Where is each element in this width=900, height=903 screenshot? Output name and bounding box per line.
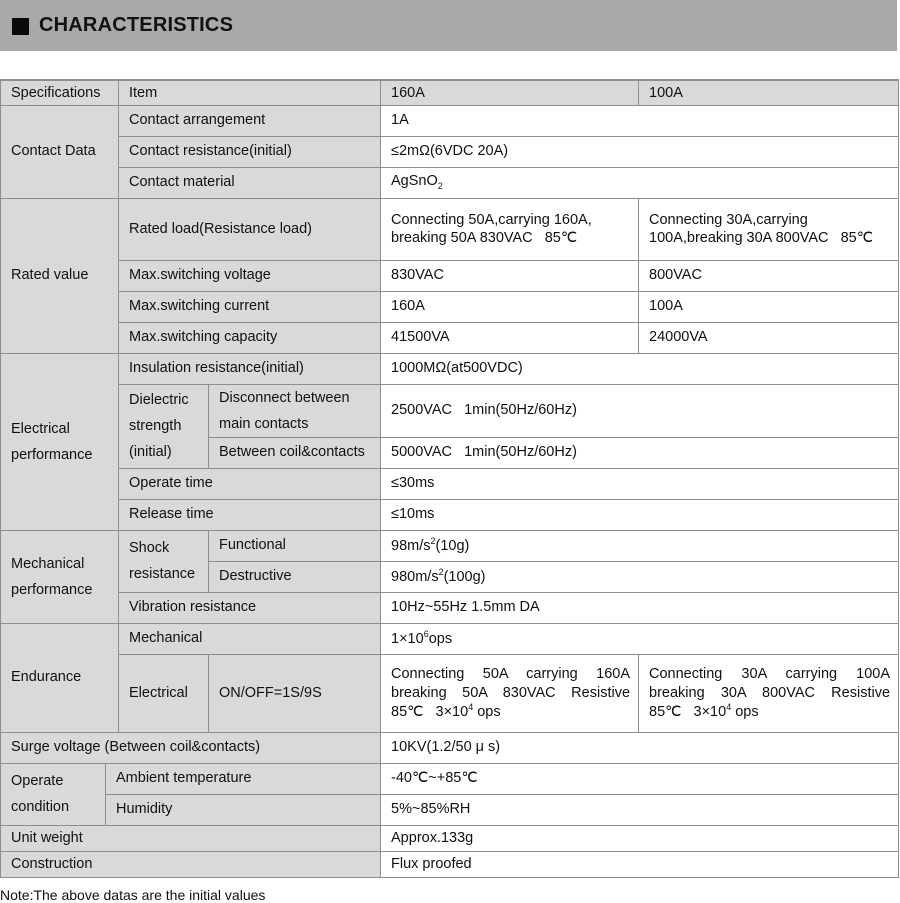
label-release-time: Release time	[119, 499, 381, 530]
value-contact-arrangement: 1A	[381, 105, 899, 136]
col-header-specifications: Specifications	[1, 80, 119, 105]
label-max-current: Max.switching current	[119, 291, 381, 322]
table-row	[1, 732, 899, 763]
label-max-voltage: Max.switching voltage	[119, 260, 381, 291]
characteristics-table	[0, 79, 899, 878]
label-rated-load: Rated load(Resistance load)	[119, 198, 381, 260]
value-operate-time: ≤30ms	[381, 468, 899, 499]
label-contact-material: Contact material	[119, 167, 381, 198]
section-header	[0, 0, 897, 51]
label-insulation-resistance: Insulation resistance(initial)	[119, 353, 381, 384]
value-endurance-electrical-100a: Connecting 30A carrying 100A breaking 30A 800VAC Resistive 85℃ $3\times 10^4$ ops	[639, 654, 899, 732]
value-max-capacity-160a: 41500VA	[381, 322, 639, 353]
label-humidity: Humidity	[106, 794, 381, 825]
label-main-contacts: Disconnect between main contacts	[209, 384, 381, 437]
value-endurance-mechanical: $1\times 10^6ops$	[381, 623, 899, 654]
section-title: CHARACTERISTICS	[39, 14, 234, 36]
value-main-contacts: 2500VAC 1min(50Hz/60Hz)	[381, 384, 899, 437]
footnote: Note:The above datas are the initial values	[0, 887, 266, 903]
table-row	[1, 291, 899, 322]
table-row	[1, 322, 899, 353]
table-row	[1, 825, 899, 851]
table-row	[1, 592, 899, 623]
table-row	[1, 623, 899, 654]
group-rated-value: Rated value	[1, 198, 119, 353]
value-insulation-resistance: 1000MΩ(at500VDC)	[381, 353, 899, 384]
col-header-160a: 160A	[381, 80, 639, 105]
col-header-100a: 100A	[639, 80, 899, 105]
value-release-time: ≤10ms	[381, 499, 899, 530]
value-max-current-160a: 160A	[381, 291, 639, 322]
group-contact-data: Contact Data	[1, 105, 119, 198]
table-row	[1, 167, 899, 198]
label-endurance-electrical: Electrical	[119, 654, 209, 732]
value-max-voltage-100a: 800VAC	[639, 260, 899, 291]
value-humidity: 5%~85%RH	[381, 794, 899, 825]
table-row	[1, 198, 899, 260]
col-header-item: Item	[119, 80, 381, 105]
group-endurance: Endurance	[1, 623, 119, 732]
value-max-voltage-160a: 830VAC	[381, 260, 639, 291]
value-coil-contacts: 5000VAC 1min(50Hz/60Hz)	[381, 437, 899, 468]
table-row	[1, 763, 899, 794]
table-row	[1, 530, 899, 561]
value-rated-load-100a: Connecting 30A,carrying 100A,breaking 30A 800VAC 85℃	[639, 198, 899, 260]
label-dielectric-strength: Dielectric strength (initial)	[119, 384, 209, 468]
label-destructive: Destructive	[209, 561, 381, 592]
label-contact-resistance: Contact resistance(initial)	[119, 136, 381, 167]
label-construction: Construction	[1, 851, 381, 877]
label-operate-time: Operate time	[119, 468, 381, 499]
label-endurance-mechanical: Mechanical	[119, 623, 381, 654]
label-coil-contacts: Between coil&contacts	[209, 437, 381, 468]
black-square-icon	[12, 18, 29, 35]
label-surge-voltage: Surge voltage (Between coil&contacts)	[1, 732, 381, 763]
group-electrical-performance: Electrical performance	[1, 353, 119, 530]
value-contact-resistance: ≤2mΩ(6VDC 20A)	[381, 136, 899, 167]
group-mechanical-performance: Mechanical performance	[1, 530, 119, 623]
table-row	[1, 499, 899, 530]
value-contact-material: AgSnO$_2$	[381, 167, 899, 198]
value-surge-voltage: 10KV(1.2/50 μ s)	[381, 732, 899, 763]
label-unit-weight: Unit weight	[1, 825, 381, 851]
table-header-row	[1, 80, 899, 105]
table-row	[1, 794, 899, 825]
value-destructive: $980m/s^2(100g)$	[381, 561, 899, 592]
value-vibration-resistance: 10Hz~55Hz 1.5mm DA	[381, 592, 899, 623]
table-row	[1, 654, 899, 732]
value-functional: $98m/s^2(10g)$	[381, 530, 899, 561]
value-max-capacity-100a: 24000VA	[639, 322, 899, 353]
value-construction: Flux proofed	[381, 851, 899, 877]
value-ambient-temperature: -40℃~+85℃	[381, 763, 899, 794]
value-endurance-electrical-160a: Connecting 50A carrying 160A breaking 50A 830VAC Resistive 85℃ $3\times 10^4$ ops	[381, 654, 639, 732]
group-operate-condition: Operate condition	[1, 763, 106, 825]
table-row	[1, 468, 899, 499]
table-row	[1, 136, 899, 167]
table-row	[1, 260, 899, 291]
table-row	[1, 105, 899, 136]
label-shock-resistance: Shock resistance	[119, 530, 209, 592]
label-contact-arrangement: Contact arrangement	[119, 105, 381, 136]
value-unit-weight: Approx.133g	[381, 825, 899, 851]
value-rated-load-160a: Connecting 50A,carrying 160A, breaking 50A 830VAC 85℃	[381, 198, 639, 260]
table-row	[1, 851, 899, 877]
label-on-off-cycle: ON/OFF=1S/9S	[209, 654, 381, 732]
label-max-capacity: Max.switching capacity	[119, 322, 381, 353]
table-row	[1, 353, 899, 384]
label-ambient-temperature: Ambient temperature	[106, 763, 381, 794]
label-functional: Functional	[209, 530, 381, 561]
value-max-current-100a: 100A	[639, 291, 899, 322]
table-row	[1, 384, 899, 437]
label-vibration-resistance: Vibration resistance	[119, 592, 381, 623]
